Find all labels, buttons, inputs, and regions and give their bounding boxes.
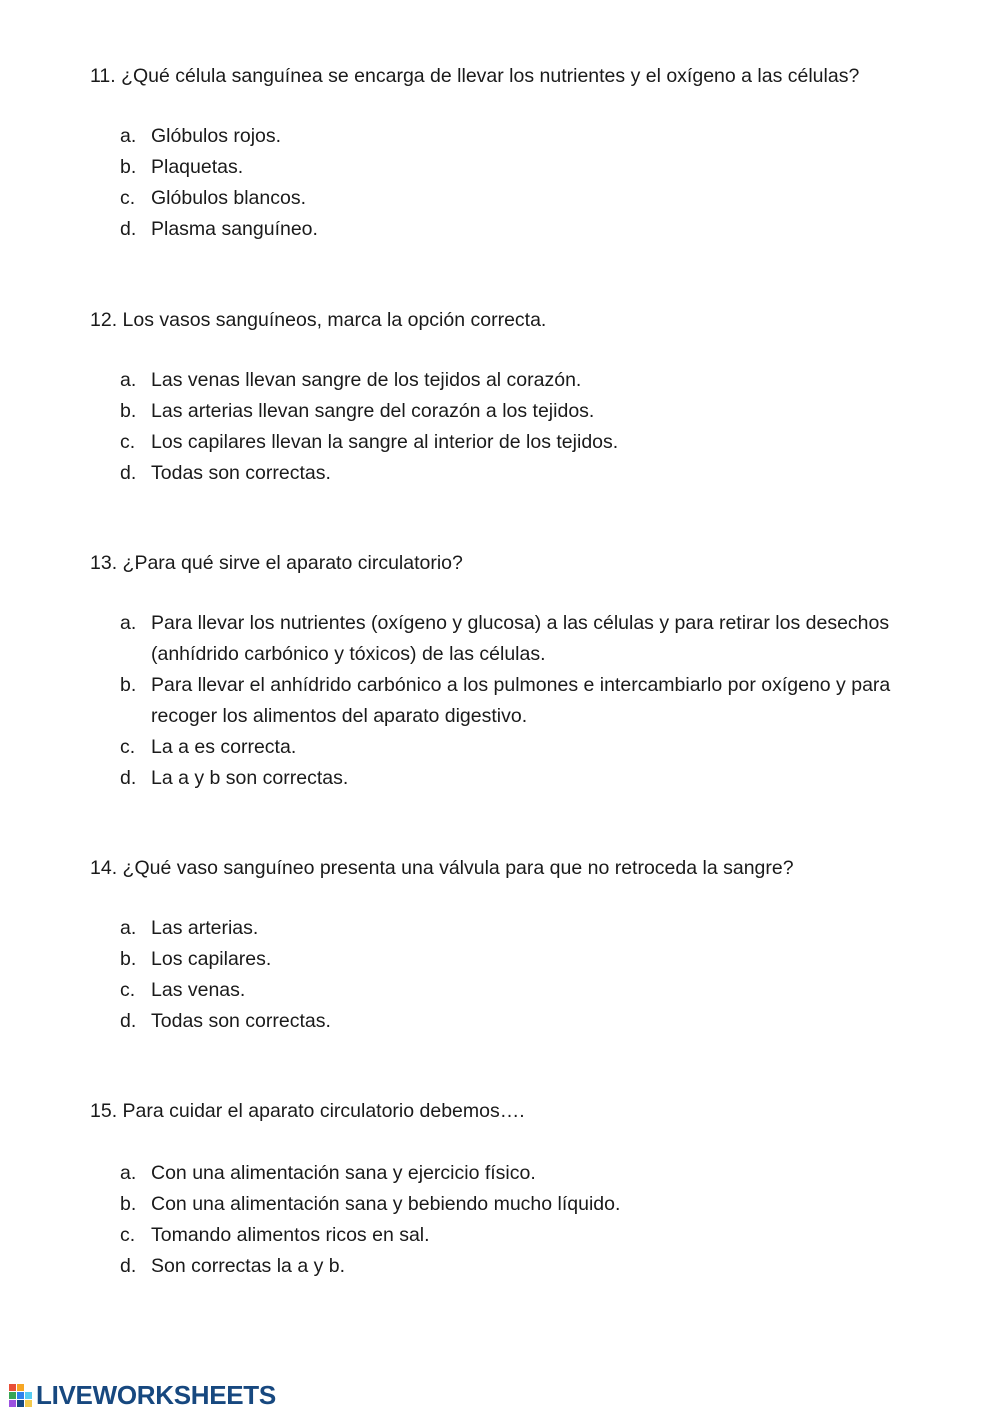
- question-text: ¿Qué vaso sanguíneo presenta una válvula para que no retroceda la sangre?: [122, 857, 794, 879]
- option-item: [120, 1189, 940, 1220]
- option-text: La a y b son correctas.: [151, 767, 349, 789]
- option-item: [120, 944, 940, 975]
- option-item: [120, 427, 940, 458]
- question-number: 13.: [90, 552, 118, 574]
- option-letter: c.: [120, 1224, 136, 1246]
- option-item: [120, 152, 940, 183]
- question-13-options: [120, 608, 940, 794]
- option-item: [120, 763, 940, 794]
- option-letter: d.: [120, 218, 137, 240]
- option-item: [120, 1158, 940, 1189]
- question-text: Para cuidar el aparato circulatorio debemos….: [122, 1100, 525, 1122]
- option-text: Plaquetas.: [151, 156, 244, 178]
- option-letter: c.: [120, 431, 136, 453]
- question-11-options: [120, 121, 940, 245]
- option-text: Tomando alimentos ricos en sal.: [151, 1224, 430, 1246]
- option-text: Para llevar el anhídrido carbónico a los pulmones e intercambiarlo por oxígeno y para recoger los alimentos del aparato digestivo.: [151, 674, 891, 727]
- option-item: [120, 608, 940, 670]
- option-text: Las venas.: [151, 979, 246, 1001]
- option-letter: b.: [120, 156, 137, 178]
- option-item: [120, 365, 940, 396]
- option-letter: a.: [120, 917, 137, 939]
- option-item: [120, 396, 940, 427]
- question-number: 14.: [90, 857, 118, 879]
- option-letter: c.: [120, 187, 136, 209]
- option-letter: b.: [120, 674, 137, 696]
- option-text: Las arterias llevan sangre del corazón a los tejidos.: [151, 400, 595, 422]
- question-12-options: [120, 365, 940, 489]
- option-text: Son correctas la a y b.: [151, 1255, 346, 1277]
- option-text: Con una alimentación sana y bebiendo mucho líquido.: [151, 1193, 621, 1215]
- option-text: Las arterias.: [151, 917, 259, 939]
- option-text: Los capilares llevan la sangre al interior de los tejidos.: [151, 431, 619, 453]
- question-12: [90, 308, 950, 332]
- option-item: [120, 732, 940, 763]
- option-item: [120, 121, 940, 152]
- option-letter: d.: [120, 767, 137, 789]
- option-text: Glóbulos blancos.: [151, 187, 307, 209]
- question-15-options: [120, 1158, 940, 1282]
- option-item: [120, 1006, 940, 1037]
- question-14: [90, 856, 950, 880]
- option-letter: a.: [120, 1162, 137, 1184]
- option-item: [120, 670, 940, 732]
- option-text: Los capilares.: [151, 948, 272, 970]
- option-text: Plasma sanguíneo.: [151, 218, 318, 240]
- option-text: Todas son correctas.: [151, 1010, 331, 1032]
- option-item: [120, 1220, 940, 1251]
- option-letter: d.: [120, 462, 137, 484]
- option-letter: c.: [120, 979, 136, 1001]
- question-13: [90, 551, 950, 575]
- option-letter: b.: [120, 1193, 137, 1215]
- option-letter: b.: [120, 948, 137, 970]
- question-text: Los vasos sanguíneos, marca la opción correcta.: [122, 309, 547, 331]
- question-number: 15.: [90, 1100, 118, 1122]
- question-11: [90, 64, 950, 88]
- question-text: ¿Qué célula sanguínea se encarga de llevar los nutrientes y el oxígeno a las células?: [121, 65, 860, 87]
- question-number: 11.: [90, 65, 116, 87]
- option-text: Con una alimentación sana y ejercicio físico.: [151, 1162, 536, 1184]
- question-number: 12.: [90, 309, 118, 331]
- option-item: [120, 214, 940, 245]
- question-14-options: [120, 913, 940, 1037]
- option-item: [120, 975, 940, 1006]
- question-text: ¿Para qué sirve el aparato circulatorio?: [122, 552, 463, 574]
- brand-name: LIVEWORKSHEETS: [36, 1380, 276, 1410]
- option-item: [120, 458, 940, 489]
- option-letter: a.: [120, 369, 137, 391]
- option-item: [120, 1251, 940, 1282]
- option-text: Glóbulos rojos.: [151, 125, 282, 147]
- option-letter: d.: [120, 1255, 137, 1277]
- option-letter: a.: [120, 125, 137, 147]
- option-letter: d.: [120, 1010, 137, 1032]
- option-letter: a.: [120, 612, 137, 634]
- option-text: Para llevar los nutrientes (oxígeno y glucosa) a las células y para retirar los desechos (anhídrido carbónico y tóxicos) de las células.: [151, 612, 890, 665]
- option-item: [120, 183, 940, 214]
- option-letter: b.: [120, 400, 137, 422]
- liveworksheets-brand: [8, 1382, 276, 1408]
- question-15: [90, 1099, 950, 1123]
- option-text: La a es correcta.: [151, 736, 297, 758]
- option-text: Todas son correctas.: [151, 462, 331, 484]
- option-item: [120, 913, 940, 944]
- liveworksheets-logo-icon: [8, 1382, 34, 1408]
- option-letter: c.: [120, 736, 136, 758]
- option-text: Las venas llevan sangre de los tejidos al corazón.: [151, 369, 582, 391]
